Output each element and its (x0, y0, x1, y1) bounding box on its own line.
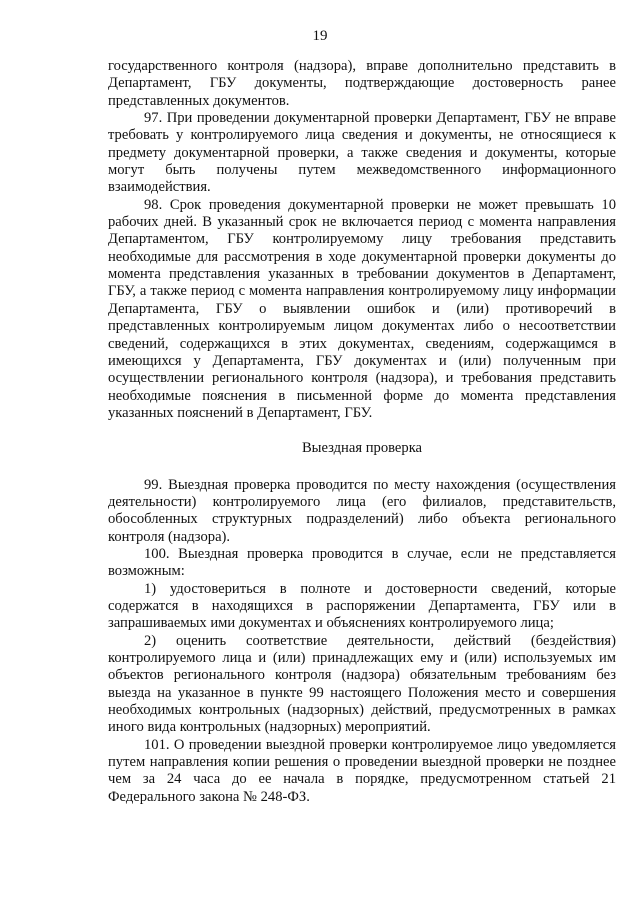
paragraph-item-99: 99. Выездная проверка проводится по месту нахождения (осуществления деятельности) контролируемого лица (его филиалов, представительств, обособленных структурных подразделений) либо объекта регионального контроля (надзора). (108, 476, 616, 545)
page-number: 19 (312, 28, 328, 44)
paragraph-subitem-1: 1) удостовериться в полноте и достоверности сведений, которые содержатся в находящихся в распоряжении Департамента, ГБУ или в запрашиваемых ими документах и объяснениях контролируемого лица; (108, 580, 616, 632)
document-body (108, 58, 616, 806)
paragraph-item-100: 100. Выездная проверка проводится в случае, если не представляется возможным: (108, 545, 616, 580)
paragraph-continuation: государственного контроля (надзора), вправе дополнительно представить в Департамент, ГБУ документы, подтверждающие достоверность ранее представленных документов. (108, 58, 616, 109)
section-heading: Выездная проверка (301, 440, 423, 457)
paragraph-item-98: 98. Срок проведения документарной проверки не может превышать 10 рабочих дней. В указанный срок не включается период с момента направления Департаментом, ГБУ контролируемому лицу требования представить необходимые для рассмотрения в ходе документарной проверки документы до момента представления указанных в требовании документов в Департамент, ГБУ, а также период с момента направления контролируемому лицу информации Департамента, ГБУ о выявлении ошибок и (или) противоречий в представленных контролируемым лицом документах либо о несоответствии сведений, содержащихся в этих документах, сведениям, содержащимся в имеющихся у Департамента, ГБУ документах и (или) полученным при осуществлении регионального контроля (надзора), и требования представить необходимые пояснения в письменной форме до момента представления указанных пояснений в Департамент, ГБУ. (108, 196, 616, 421)
paragraph-item-97: 97. При проведении документарной проверки Департамент, ГБУ не вправе требовать у контролируемого лица сведения и документы, не относящиеся к предмету документарной проверки, а также сведения и документы, которые могут быть получены путем межведомственного информационного взаимодействия. (108, 110, 616, 196)
paragraph-subitem-2: 2) оценить соответствие деятельности, действий (бездействия) контролируемого лица и (или) принадлежащих ему и (или) используемых им объектов регионального контроля (надзора) обязательным требованиям без выезда на указанное в пункте 99 настоящего Положения место и совершения необходимых контрольных (надзорных) действий, предусмотренных в рамках иного вида контрольных (надзорных) мероприятий. (108, 632, 616, 736)
paragraph-item-101: 101. О проведении выездной проверки контролируемое лицо уведомляется путем направления копии решения о проведении выездной проверки не позднее чем за 24 часа до ее начала в порядке, предусмотренном статьей 21 Федерального закона № 248-ФЗ. (108, 736, 616, 805)
